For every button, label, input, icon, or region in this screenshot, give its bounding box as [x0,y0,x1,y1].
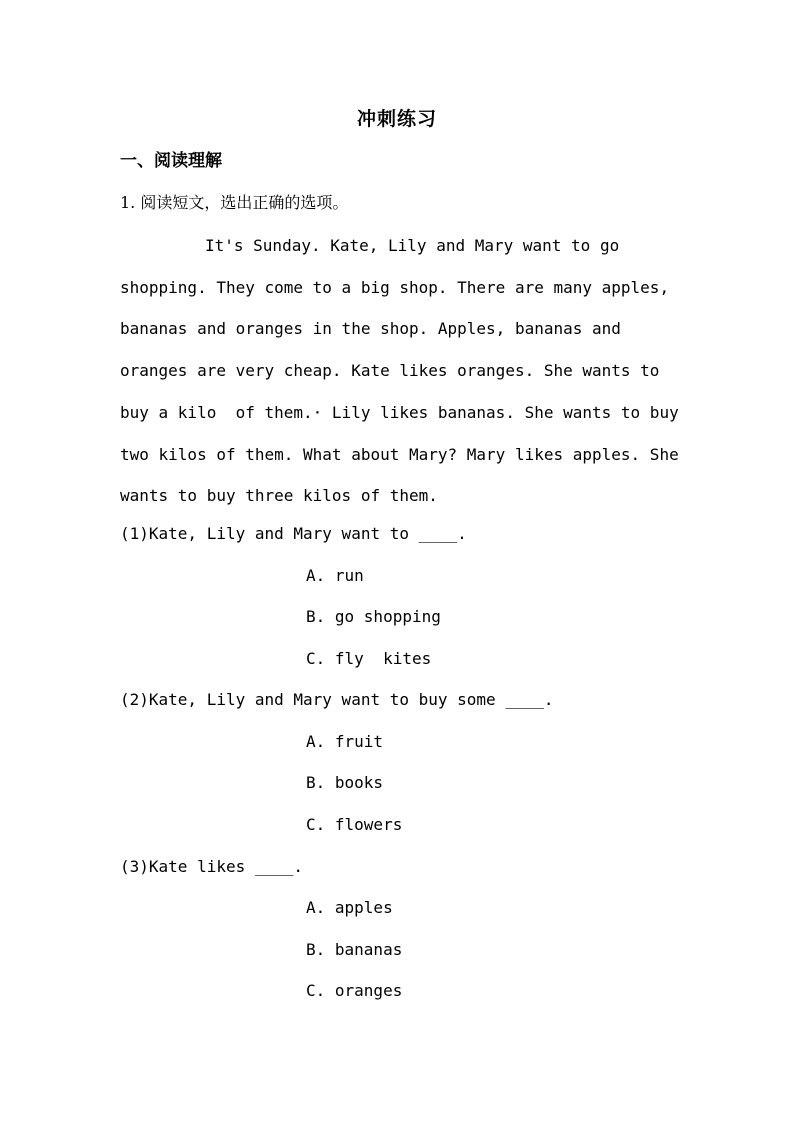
passage-line: two kilos of them. What about Mary? Mary likes apples. She [120,444,679,464]
question-2-option-b[interactable]: B. books [306,773,384,792]
question-2-stem: (2)Kate, Lily and Mary want to buy some ____. [120,690,554,709]
question-1-stem: (1)Kate, Lily and Mary want to ____. [120,524,467,543]
question-1-option-a[interactable]: A. run [306,566,364,585]
question-3-stem: (3)Kate likes ____. [120,857,304,876]
passage-line: wants to buy three kilos of them. [120,486,438,506]
section-heading-reading-comprehension: 一、阅读理解 [120,151,222,171]
passage-line: shopping. They come to a big shop. There are many apples, [120,277,670,297]
reading-passage [120,225,680,517]
question-3-option-a[interactable]: A. apples [306,898,393,917]
question-instruction: 1. 阅读短文，选出正确的选项。 [120,193,349,212]
question-2-option-a[interactable]: A. fruit [306,732,384,751]
question-3-option-c[interactable]: C. oranges [306,981,403,1000]
page-title: 冲刺练习 [356,108,437,130]
passage-line: It's Sunday. Kate, Lily and Mary want to go [205,236,620,255]
question-3-option-b[interactable]: B. bananas [306,940,403,959]
question-1-option-b[interactable]: B. go shopping [306,607,441,626]
question-1-option-c[interactable]: C. fly kites [306,649,432,668]
passage-line: buy a kilo of them.· Lily likes bananas. She wants to buy [120,402,679,422]
passage-line: bananas and oranges in the shop. Apples, bananas and [120,319,621,339]
question-2-option-c[interactable]: C. flowers [306,815,403,834]
passage-line: oranges are very cheap. Kate likes oranges. She wants to [120,361,660,381]
